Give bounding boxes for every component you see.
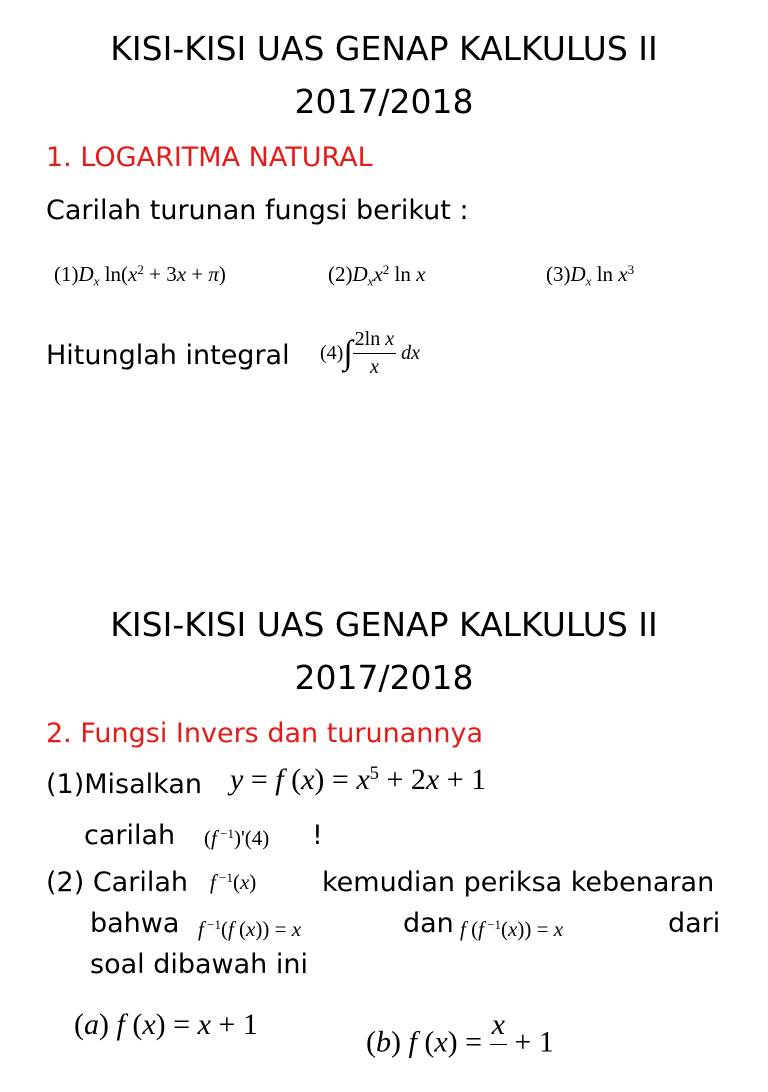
slide-title	[40, 598, 728, 704]
item1-carilah: carilah	[84, 820, 176, 851]
math-inverse-function: f $^{-1}$(x)	[210, 869, 257, 894]
math-problem-2: $(2)D_xx^2$ ln x	[328, 261, 426, 289]
item2-bahwa: bahwa	[90, 908, 180, 939]
section-heading: 2. Fungsi Invers dan turunannya	[46, 718, 484, 749]
item1-label: (1)Misalkan	[46, 769, 202, 800]
math-problem-3: $(3)D_x$ $\ln x^3$	[546, 261, 635, 289]
item2-label: (2) Carilah	[46, 867, 188, 898]
instruction-text: Carilah turunan fungsi berikut :	[46, 195, 469, 226]
title-line-2: 2017/2018	[294, 658, 474, 697]
title-line-1: KISI-KISI UAS GENAP KALKULUS II	[110, 605, 658, 644]
slide-1	[0, 0, 768, 512]
math-problem-1: $(1)D_x$ $\ln(x^2 + 3x + \pi)$	[54, 261, 226, 289]
item2-dan: dan	[403, 908, 454, 939]
math-example-b: (b) f (x) = x + 1	[366, 1008, 554, 1059]
title-line-1: KISI-KISI UAS GENAP KALKULUS II	[110, 29, 658, 68]
item2-dari: dari	[668, 908, 721, 939]
title-line-2: 2017/2018	[294, 82, 474, 121]
slide-title	[40, 22, 728, 128]
math-function-definition: y = f $(x) = x^5 + 2x + 1$	[230, 762, 487, 796]
math-example-a: (a) f (x) = x + 1	[74, 1008, 258, 1041]
slide-2	[0, 580, 768, 1092]
math-composition-2: f (f $^{-1}$(x)) = x	[460, 916, 564, 941]
item1-exclaim: !	[312, 820, 323, 851]
math-composition-1: f $^{-1}$(f (x)) = x	[198, 916, 302, 941]
math-inverse-derivative: (f $^{-1}$)'(4)	[204, 825, 270, 850]
math-problem-4: (4)∫ $\frac{\text{2ln x}}{x}$ dx	[320, 328, 420, 378]
section-heading: 1. LOGARITMA NATURAL	[46, 142, 373, 173]
integral-label: Hitunglah integral	[46, 340, 290, 371]
item2-text-a: kemudian periksa kebenaran	[322, 867, 715, 898]
item2-text-b: soal dibawah ini	[90, 949, 308, 980]
